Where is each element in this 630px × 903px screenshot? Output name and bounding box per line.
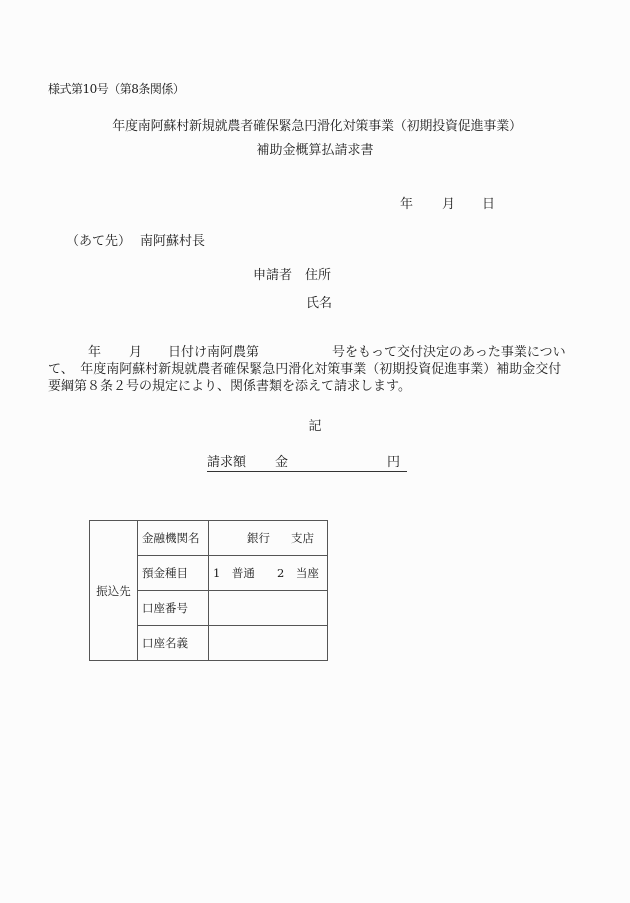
applicant-name-label: 氏名 [306, 296, 333, 311]
applicant-address [253, 264, 331, 283]
row-label-bank: 金融機関名 [138, 521, 209, 556]
account-type-value [209, 556, 328, 591]
date-field [400, 193, 495, 212]
account-number-value [209, 591, 328, 626]
table-row [90, 521, 328, 556]
transfer-header: 振込先 [90, 521, 138, 661]
body-date-part: 日付け南阿農第 [168, 345, 260, 360]
addressee-name: 南阿蘇村長 [140, 234, 206, 249]
document-subtitle: 補助金概算払請求書 [256, 143, 374, 158]
addressee [66, 230, 205, 249]
body-line-2: て、 年度南阿蘇村新規就農者確保緊急円滑化対策事業（初期投資促進事業）補助金交付 [48, 362, 562, 377]
account-type-ordinary: 1 普通 [213, 566, 255, 580]
body-month: 月 [129, 345, 143, 360]
row-label-account-number: 口座番号 [138, 591, 209, 626]
body-line-3: 要綱第８条２号の規定により、関係書類を添えて請求します。 [48, 379, 411, 394]
account-type-current: 2 当座 [277, 566, 319, 580]
amount-kin: 金 [275, 455, 289, 470]
row-label-account-holder: 口座名義 [138, 626, 209, 661]
document-title: 年度南阿蘇村新規就農者確保緊急円滑化対策事業（初期投資促進事業） [112, 119, 522, 134]
date-year: 年 [400, 197, 414, 212]
amount-label: 請求額 [207, 455, 247, 470]
address-label: 住所 [305, 268, 332, 283]
date-day: 日 [482, 197, 496, 212]
date-month: 月 [442, 197, 456, 212]
body-year: 年 [88, 345, 102, 360]
row-label-account-type: 預金種目 [138, 556, 209, 591]
body-line-1 [48, 344, 583, 361]
bank-suffix: 銀行 [247, 531, 270, 545]
amount-yen: 円 [387, 455, 401, 470]
request-body [48, 344, 583, 395]
ki-heading: 記 [308, 419, 322, 434]
applicant-label: 申請者 [253, 268, 293, 283]
body-rest: 号をもって交付決定のあった事業につい [332, 345, 566, 360]
form-number: 様式第10号（第8条関係） [48, 82, 185, 96]
bank-value [209, 521, 328, 556]
branch-suffix: 支店 [291, 531, 314, 545]
transfer-destination-table [89, 520, 328, 661]
addressee-label: （あて先） [66, 234, 132, 249]
request-amount [207, 451, 407, 472]
account-holder-value [209, 626, 328, 661]
